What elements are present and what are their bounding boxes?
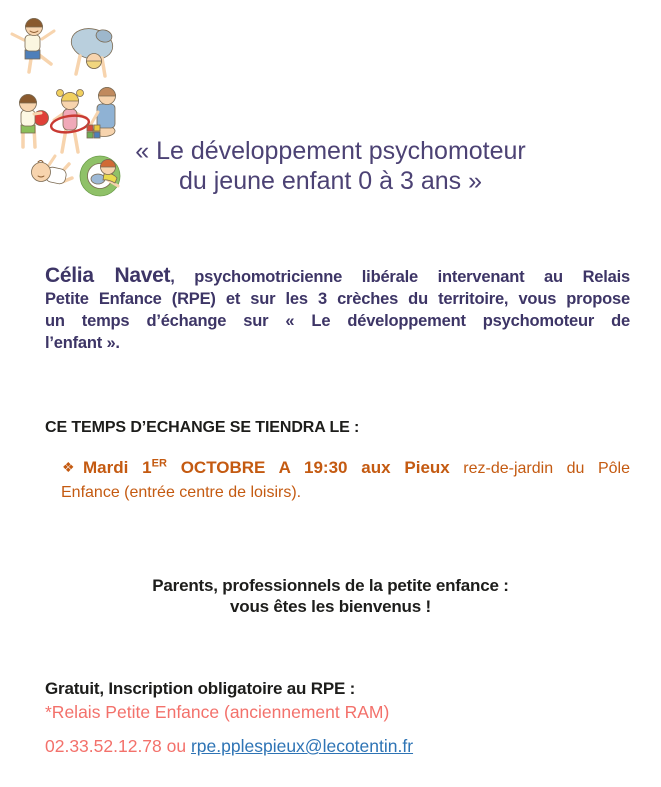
event-text	[61, 456, 630, 504]
presenter-name: Célia Navet	[45, 264, 171, 287]
hula-hoop-girl-figure	[50, 90, 90, 153]
event-bullet-item	[45, 456, 630, 504]
toddler-red-ball-figure	[20, 95, 49, 148]
event-location-regular	[450, 460, 464, 477]
intro-line3: un temps d’échange sur « Le développement psychomoteur de	[45, 312, 630, 330]
diamond-bullet-icon: ❖	[62, 459, 75, 475]
bending-child-figure	[68, 24, 116, 76]
registration-heading: Gratuit, Inscription obligatoire au RPE :	[45, 679, 356, 698]
invitation-text	[0, 575, 661, 617]
girl-green-ring-figure	[80, 156, 120, 196]
phone-number: 02.33.52.12.78	[45, 736, 162, 756]
intro-paragraph	[45, 265, 630, 354]
balancing-boy-figure	[12, 19, 54, 73]
event-location-line2: Enfance (entrée centre de loisirs).	[61, 483, 302, 501]
boy-with-blocks-figure	[87, 88, 116, 139]
event-location-line1: rez-de-jardin du Pôle	[463, 460, 630, 477]
page-title-line2: du jeune enfant 0 à 3 ans »	[178, 167, 483, 195]
intro-line1	[45, 265, 630, 288]
invitation-line1: Parents, professionnels de la petite enfance :	[152, 576, 509, 595]
intro-line2: Petite Enfance (RPE) et sur les 3 crèches du territoire, vous propose	[45, 290, 630, 308]
children-playing-clipart-icon	[8, 14, 122, 200]
contact-line	[45, 736, 630, 757]
rpe-note: *Relais Petite Enfance (anciennement RAM)	[45, 702, 390, 722]
intro-line4: l’enfant ».	[45, 334, 120, 352]
schedule-heading: CE TEMPS D’ECHANGE SE TIENDRA LE :	[45, 419, 360, 436]
registration-block	[45, 679, 630, 757]
phone-email-separator: ou	[161, 736, 191, 756]
event-line1	[83, 456, 630, 481]
invitation-line2: vous êtes les bienvenus !	[230, 597, 431, 616]
email-link[interactable]: rpe.pplespieux@lecotentin.fr	[190, 736, 414, 756]
event-ordinal-superscript: ER	[151, 457, 167, 470]
page-title-line1: « Le développement psychomoteur	[135, 137, 526, 165]
baby-figure	[32, 156, 73, 185]
event-datetime-bold: OCTOBRE A 19:30 aux Pieux	[166, 458, 450, 477]
intro-line1-rest: , psychomotricienne libérale intervenant au Relais	[170, 268, 630, 286]
event-date-bold: Mardi 1	[83, 458, 152, 477]
